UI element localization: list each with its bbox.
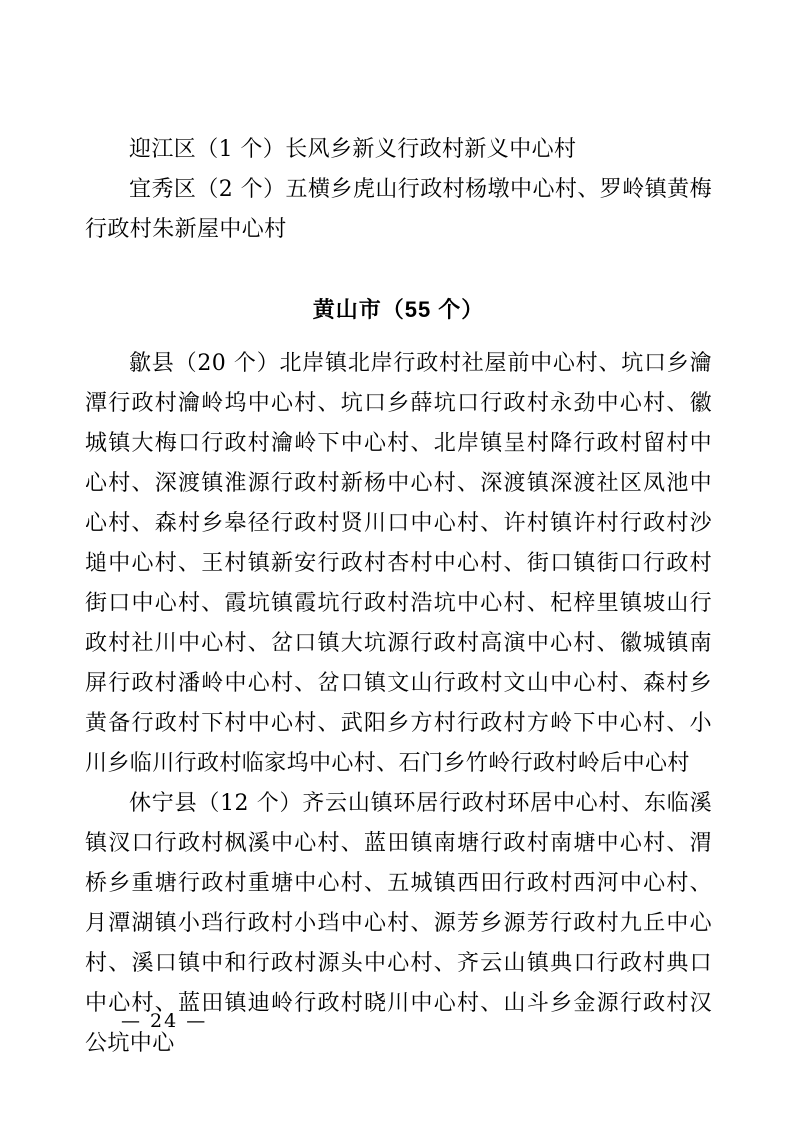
page-number: — 24 — [121, 1010, 208, 1032]
paragraph-yixiu-district: 宜秀区（2 个）五横乡虎山行政村杨墩中心村、罗岭镇黄梅行政村朱新屋中心村 [85, 177, 712, 242]
paragraph-shexian-county: 歙县（20 个）北岸镇北岸行政村社屋前中心村、坑口乡瀹潭行政村瀹岭坞中心村、坑口乡薛坑口行政村永劲中心村、徽城镇大梅口行政村瀹岭下中心村、北岸镇呈村降行政村留村中心村、深渡镇淮源行政村新杨中心村、深渡镇深渡社区凤池中心村、森村乡皋径行政村贤川口中心村、许村镇许村行政村沙塠中心村、王村镇新安行政村杏村中心村、街口镇街口行政村街口中心村、霞坑镇霞坑行政村浩坑中心村、杞梓里镇坡山行政村社川中心村、岔口镇大坑源行政村高演中心村、徽城镇南屏行政村潘岭中心村、岔口镇文山行政村文山中心村、森村乡黄备行政村下村中心村、武阳乡方村行政村方岭下中心村、小川乡临川行政村临家坞中心村、石门乡竹岭行政村岭后中心村 [85, 351, 712, 776]
section-heading-huangshan-city: 黄山市（55 个） [312, 297, 485, 322]
paragraph-yingjiang-district: 迎江区（1 个）长风乡新义行政村新义中心村 [129, 137, 577, 162]
document-body [85, 130, 712, 1064]
paragraph-xiuning-county: 休宁县（12 个）齐云山镇环居行政村环居中心村、东临溪镇汊口行政村枫溪中心村、蓝田镇南塘行政村南塘中心村、渭桥乡重塘行政村重塘中心村、五城镇西田行政村西河中心村、月潭湖镇小珰行政村小珰中心村、源芳乡源芳行政村九丘中心村、溪口镇中和行政村源头中心村、齐云山镇典口行政村典口中心村、蓝田镇迪岭行政村晓川中心村、山斗乡金源行政村汉公坑中心 [85, 791, 712, 1056]
